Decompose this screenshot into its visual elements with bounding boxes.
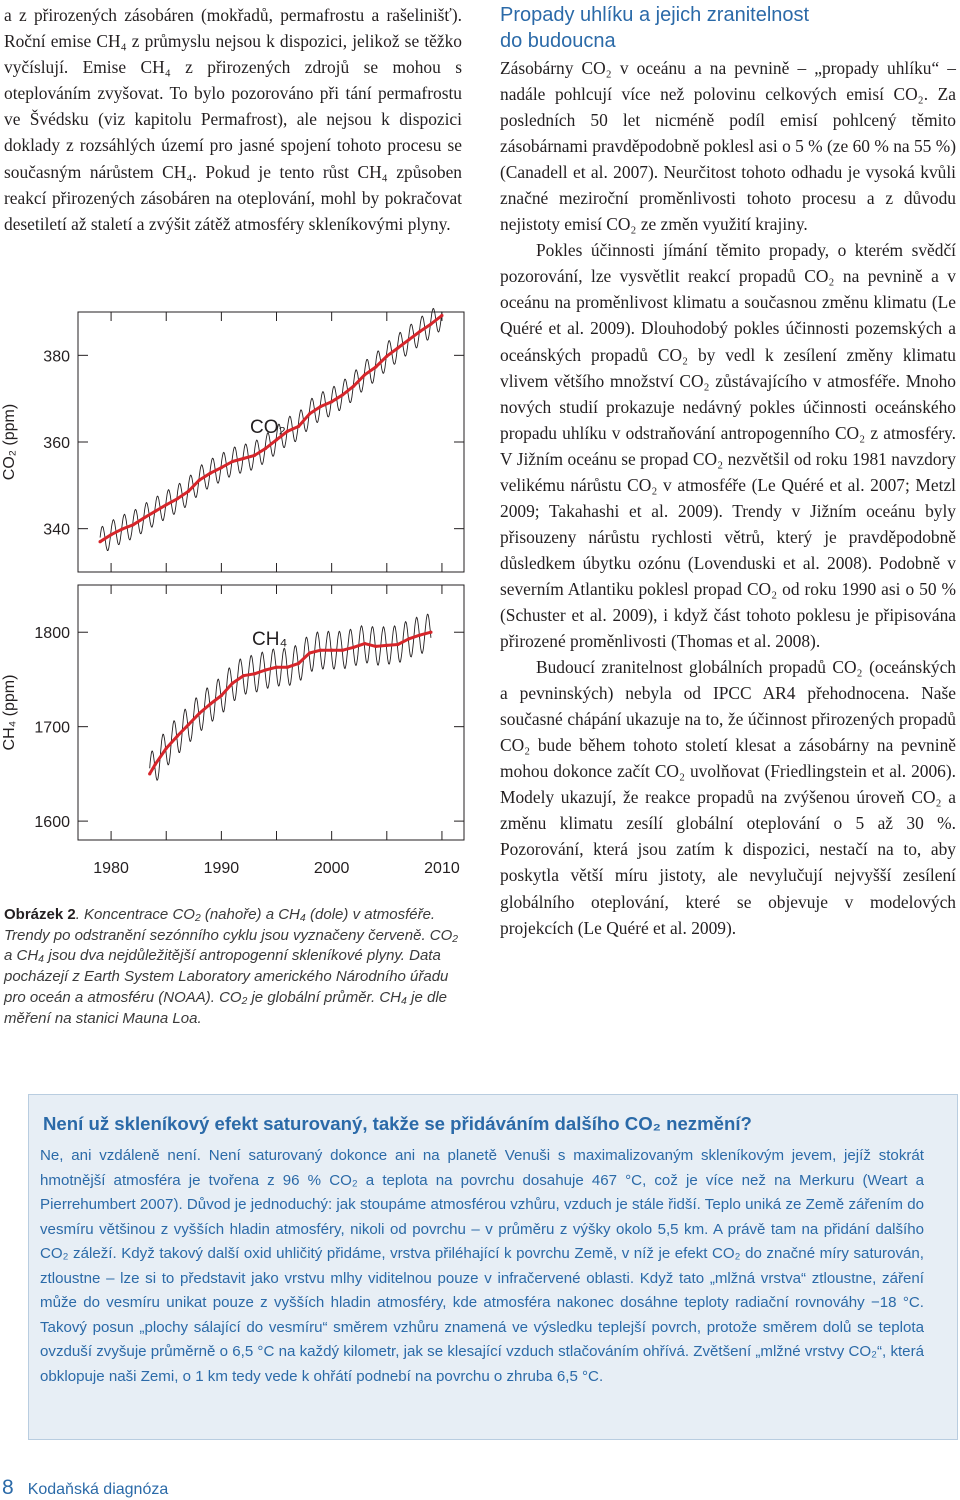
trend-point — [440, 314, 443, 317]
seasonal-cycle-line — [150, 614, 431, 780]
trend-point — [374, 645, 377, 648]
trend-point — [231, 460, 234, 463]
trend-point — [121, 528, 124, 531]
section-title — [500, 2, 956, 54]
trend-point — [231, 682, 234, 685]
x-tick-label: 2000 — [313, 860, 350, 877]
y-tick-label: 1700 — [34, 719, 70, 737]
trend-point — [418, 634, 421, 637]
page-number: 8 — [2, 1476, 14, 1499]
trend-point — [176, 735, 179, 738]
trend-point — [341, 393, 344, 396]
caption-text: . Koncentrace CO₂ (nahoře) a CH₄ (dole) v atmosféře. Trendy po odstranění sezónního cyklu jsou vyznačeny červeně. CO₂ a CH₄ jsou dva nejdůležitější antropogenní skleníkové plyny. Data pocházejí z Earth System Laboratory amerického Národního úřadu pro oceán a atmosféru (NOAA). CO₂ je globální průměr. CH₄ je dle měření na stanici Mauna Loa. — [4, 906, 459, 1027]
section-title-line-2: do budoucna — [500, 30, 616, 52]
page-footer — [2, 1476, 168, 1500]
section-title-line-1: Propady uhlíku a jejich zranitelnost — [500, 4, 810, 26]
trend-line — [150, 632, 431, 774]
trend-point — [99, 540, 102, 543]
trend-point — [220, 466, 223, 469]
y-tick-label: 1800 — [34, 625, 70, 643]
right-paragraph-1: Zásobárny CO₂ v oceánu a na pevnině – „propady uhlíku“ – nadále pohlcují více než polovinu celkových emisí CO₂. Za posledních 50 let nicméně podíl emisí pohlcený těmito zásobárnami pravděpodobně poklesl asi o 5 % (ze 60 % na 55 %) (Canadell et al. 2007). Neurčitost tohoto odhadu je vysoká kvůli značné meziroční proměnlivosti tohoto procesu a z důvodu nejistoty emisí CO₂ ze změn využití krajiny. — [500, 58, 956, 235]
trend-point — [363, 642, 366, 645]
trend-point — [396, 346, 399, 349]
trend-point — [308, 651, 311, 654]
trend-point — [429, 323, 432, 326]
ch4-panel — [1, 585, 464, 877]
trend-point — [363, 373, 366, 376]
trend-point — [396, 643, 399, 646]
y-tick-label: 360 — [43, 435, 70, 452]
y-tick-label: 340 — [43, 521, 70, 539]
trend-point — [341, 649, 344, 652]
co2-ch4-chart — [0, 300, 470, 890]
trend-point — [110, 533, 113, 536]
trend-point — [132, 523, 135, 526]
trend-point — [187, 723, 190, 726]
trend-point — [385, 355, 388, 358]
trend-point — [385, 644, 388, 647]
trend-point — [198, 712, 201, 715]
trend-point — [319, 649, 322, 652]
trend-point — [253, 672, 256, 675]
trend-point — [253, 454, 256, 457]
trend-point — [374, 365, 377, 368]
y-tick-label: 380 — [43, 348, 70, 366]
trend-point — [297, 662, 300, 665]
trend-point — [275, 666, 278, 669]
x-tick-label: 2010 — [424, 860, 460, 877]
trend-point — [165, 503, 168, 506]
right-paragraph-2: Pokles účinnosti jímání těmito propady, o kterém svědčí pozorování, lze vysvětlit reakcí propadů CO₂ na pevnině a v oceánu na proměnlivost klimatu a současnou změnu klimatu (Le Quéré et al. 2009). Dlouhodobý pokles účinnosti pozemských a oceánských propadů CO₂ by vedl k zesílení změny klimatu vlivem většího množství CO₂ zůstávajícího v atmosféře. Mnoho nových studií prokazuje nedávný pokles účinnosti oceánského propadu uhlíku v odstraňování antropogenního CO₂ z atmosféry. V Jižním oceánu se propad CO₂ nezvětšil od roku 1981 navzdory velikému nárůstu CO₂ v atmosféře (Le Quéré et al. 2007; Metzl 2009; Takahashi et al. 2009). Trendy v Jižním oceánu byly přisouzeny nárůstu rychlosti větrů, který je pravděpodobně důsledkem úbytku ozónu (Lovenduski et al. 2008). Podobně v severním Atlantiku poklesl propad CO₂ od roku 1990 asi o 50 % (Schuster et al. 2009), i když část tohoto poklesu je připisována přirozené proměnlivosti (Thomas et al. 2008). — [500, 240, 956, 652]
trend-point — [407, 637, 410, 640]
y-tick-label: 1600 — [34, 814, 70, 832]
trend-point — [220, 694, 223, 697]
trend-point — [352, 385, 355, 388]
x-tick-label: 1980 — [93, 860, 129, 877]
y-axis-title: CO₂ (ppm) — [1, 403, 18, 481]
trend-point — [209, 702, 212, 705]
plot-frame — [78, 312, 464, 572]
trend-point — [242, 457, 245, 460]
trend-point — [154, 763, 157, 766]
trend-point — [352, 646, 355, 649]
trend-point — [297, 425, 300, 428]
left-paragraph-1: a z přirozených zásobáren (mokřadů, permafrostu a rašelinišť). Roční emise CH₄ z průmyslu nejsou k dispozici, jelikož se těžko vyčíslují. Emise CH₄ z přirozených zdrojů se mohou s oteplováním zvyšovat. To bylo pozorováno při tání permafrostu ve Švédsku (viz kapitolu Permafrost), ale nejsou k dispozici doklady z rozsáhlých území pro jasné spojení tohoto procesu se současným nárůstem CH₄. Pokud je tento růst CH₄ způsoben reakcí přirozených zásobáren na oteplování, mohl by pokračovat desetiletí až staletí a zvýšit zátěž atmosféry skleníkovými plyny. — [4, 5, 462, 234]
trend-point — [319, 405, 322, 408]
caption-label: Obrázek 2 — [4, 906, 76, 923]
info-box-text: Ne, ani vzdáleně není. Není saturovaný dokonce ani na planetě Venuši s maximalizovaným skleníkovým jevem, jejíž stokrát hmotnější atmosféra je tvořena z 96 % CO₂ a teplota na povrchu dosahuje 467 °C, což je více než na Merkuru (Weart a Pierrehumbert 2007). Důvod je jednoduchý: jak stoupáme atmosférou vzhůru, vzduch je stále řidší. Teplo uniká ze Země zářením do vesmíru většinou z vyšších hladin atmosféry, nikoli od povrchu – v průměru z výšky okolo 5,5 km. A právě tam na přidání dalšího CO₂ záleží. Když takový další oxid uhličitý přidáme, vrstva přiléhající k povrchu Země, v níž je efekt CO₂ do značné míry saturován, ztloustne – lze si to představit jako vrstvu mlhy viditelnou pouze v infračervené oblasti. Když tato „mlžná vrstva“ ztloustne, záření může do vesmíru unikat pouze z vyšších hladin atmosféry, kde atmosféra nakonec dosáhne teploty radiační rovnováhy −18 °C. Takový posun „plochy sálající do vesmíru“ směrem vzhůru znamená ve výsledku teplejší povrch, protože směrem dolů se teplota ovzduší zvyšuje průměrně o 6,5 °C na každý kilometr, jak se klesající vzduch stlačováním ohřívá. Zvětšení „mlžné vrstvy CO₂“, která obklopuje naši Zemi, o 1 km tedy vede k ohřátí podnebí na povrchu o zhruba 6,5 °C. — [40, 1147, 924, 1385]
panel-label: CH₄ — [252, 629, 288, 650]
right-column — [500, 2, 956, 941]
trend-point — [429, 631, 432, 634]
trend-point — [275, 438, 278, 441]
right-paragraph-3: Budoucí zranitelnost globálních propadů CO₂ (oceánských a pevninských) nebyla od IPCC AR4 přehodnocena. Naše současné chápání ukazuje na to, že účinnost přirozených propadů CO₂ bude během tohoto století klesat a zásobárny na pevnině mohou dokonce začít CO₂ uvolňovat (Friedlingstein et al. 2006). Modely ukazují, že reakce propadů na zvýšenou úroveň CO₂ a změnu klimatu zesílí globální oteplování o 5 až 30 %. Pozorování, která jsou zatím k dispozici, nestačí na to, aby poskytla větší míru jistoty, ale nevylučují nejvyšší zesílení globálního oteplování, které se objevuje v modelových projekcích (Le Quéré et al. 2009). — [500, 657, 956, 938]
co2-panel — [1, 309, 464, 573]
trend-point — [330, 400, 333, 403]
trend-point — [143, 516, 146, 519]
trend-point — [165, 747, 168, 750]
trend-point — [264, 668, 267, 671]
trend-point — [176, 497, 179, 500]
trend-point — [418, 330, 421, 333]
trend-point — [286, 666, 289, 669]
trend-point — [209, 472, 212, 475]
trend-point — [242, 674, 245, 677]
trend-point — [330, 649, 333, 652]
panel-label: CO₂ — [250, 417, 286, 438]
figure-caption — [4, 905, 460, 1029]
trend-point — [308, 412, 311, 415]
trend-point — [187, 490, 190, 493]
trend-point — [154, 510, 157, 513]
info-box-title: Není už skleníkový efekt saturovaný, takže se přidáváním dalšího CO₂ nezmění? — [43, 1113, 752, 1134]
trend-point — [198, 479, 201, 482]
publication-name: Kodaňská diagnóza — [27, 1481, 169, 1498]
trend-point — [286, 430, 289, 433]
trend-point — [407, 338, 410, 341]
trend-point — [264, 447, 267, 450]
x-tick-label: 1990 — [203, 860, 240, 877]
left-column — [4, 2, 462, 237]
trend-point — [148, 772, 151, 775]
info-box — [28, 1094, 958, 1440]
figure-co2-ch4 — [0, 300, 470, 890]
y-axis-title: CH₄ (ppm) — [1, 674, 18, 751]
